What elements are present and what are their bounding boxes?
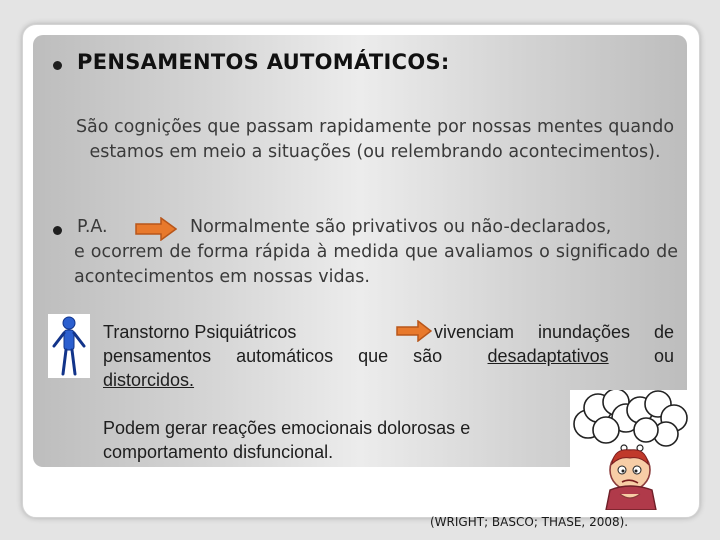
definition-text: São cognições que passam rapidamente por nossas mentes quando estamos em meio a situações (ou relembrando acontecimentos).: [75, 117, 675, 162]
citation: [430, 515, 628, 529]
disorder-part2: vivenciam inundações de: [434, 322, 674, 342]
bullet: [53, 226, 62, 235]
bullet: [53, 61, 62, 70]
disorder-part4: ou: [653, 346, 674, 366]
stick-figure-icon: [48, 314, 90, 378]
arrow-right-icon: [135, 217, 177, 241]
pa-rest-text: e ocorrem de forma rápida à medida que avaliamos o significado de acontecimentos em nossas vidas.: [74, 242, 678, 287]
disorder-line2: [103, 344, 674, 368]
disorder-part3: pensamentos automáticos que são: [103, 346, 443, 366]
maladaptive-term: desadaptativos: [487, 346, 609, 366]
pa-label: P.A.: [77, 217, 108, 237]
pa-line1: Normalmente são privativos ou não-declarados,: [190, 217, 612, 237]
worried-person-illustration: [570, 390, 688, 510]
disorder-part1: Transtorno Psiquiátricos: [103, 322, 297, 342]
consequence-text: Podem gerar reações emocionais dolorosas e comportamento disfuncional.: [103, 418, 471, 462]
slide-title: PENSAMENTOS AUTOMÁTICOS:: [77, 50, 450, 74]
citation-text: (WRIGHT; BASCO; THASE, 2008).: [430, 515, 629, 529]
arrow-right-icon: [396, 320, 432, 342]
distorted-term: distorcidos.: [103, 370, 195, 390]
